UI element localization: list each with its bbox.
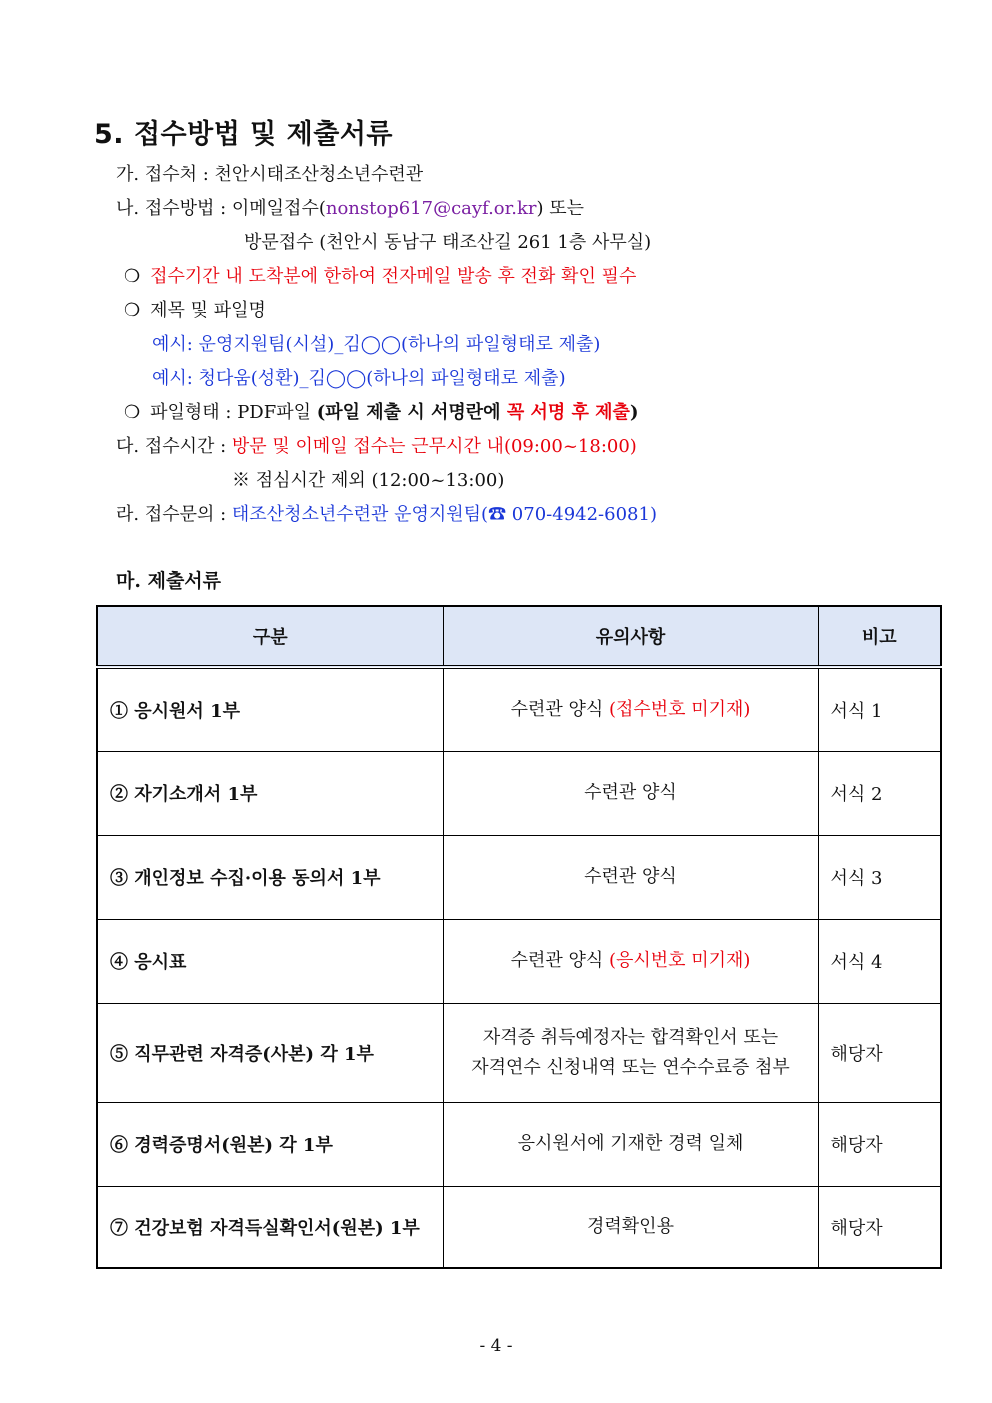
table-row bbox=[97, 1003, 941, 1102]
table-header-row bbox=[97, 606, 941, 667]
filename-example-1: 예시: 운영지원팀(시설)_김◯◯(하나의 파일형태로 제출) bbox=[152, 334, 601, 355]
doc-remark: 해당자 bbox=[818, 1003, 941, 1102]
documents-table bbox=[96, 605, 942, 1269]
reception-method-suffix: ) 또는 bbox=[536, 198, 585, 219]
doc-note bbox=[443, 1102, 818, 1186]
email-address-link[interactable]: nonstop617@cayf.or.kr bbox=[325, 198, 537, 219]
reception-time-value: 방문 및 이메일 접수는 근무시간 내(09:00~18:00) bbox=[231, 436, 637, 457]
doc-remark: 해당자 bbox=[818, 1186, 941, 1268]
bullet-title-filename bbox=[124, 296, 266, 322]
inquiry-label: 라. 접수문의 : bbox=[116, 504, 232, 525]
inquiry-contact: 태조산청소년수련관 운영지원팀(☎ 070-4942-6081) bbox=[231, 504, 657, 525]
doc-note-text: 응시원서에 기재한 경력 일체 bbox=[517, 1133, 744, 1154]
bullet-circle-icon: ❍ bbox=[124, 300, 141, 321]
table-row bbox=[97, 1186, 941, 1268]
bullet-file-format bbox=[124, 398, 638, 424]
doc-note bbox=[443, 1003, 818, 1102]
reception-method-label: 나. 접수방법 : 이메일접수( bbox=[116, 198, 326, 219]
reception-time-label: 다. 접수시간 : bbox=[116, 436, 232, 457]
deadline-notice: 접수기간 내 도착분에 한하여 전자메일 발송 후 전화 확인 필수 bbox=[150, 266, 637, 287]
doc-note-line-1: 자격증 취득예정자는 합격확인서 또는 bbox=[482, 1026, 779, 1048]
doc-note-warning: (접수번호 미기재) bbox=[608, 698, 751, 720]
table-row bbox=[97, 751, 941, 835]
documents-subheading: 마. 제출서류 bbox=[116, 570, 221, 592]
doc-note bbox=[443, 919, 818, 1003]
doc-item: ④ 응시표 bbox=[97, 919, 443, 1003]
file-format-label: 파일형태 : PDF파일 bbox=[150, 402, 317, 423]
doc-remark: 서식 3 bbox=[818, 835, 941, 919]
doc-note-text: 경력확인용 bbox=[587, 1215, 674, 1237]
file-format-note-close: ) bbox=[629, 402, 639, 423]
doc-note bbox=[443, 667, 818, 751]
visit-reception-line: 방문접수 (천안시 동남구 태조산길 261 1층 사무실) bbox=[244, 232, 652, 253]
doc-note-line-2: 자격연수 신청내역 또는 연수수료증 첨부 bbox=[471, 1056, 790, 1078]
reception-time-line bbox=[116, 432, 637, 458]
bullet-deadline bbox=[124, 262, 636, 288]
doc-note-warning: (응시번호 미기재) bbox=[608, 950, 751, 971]
page-number: - 4 - bbox=[479, 1336, 513, 1356]
header-remarks: 비고 bbox=[818, 606, 941, 667]
bullet-circle-icon: ❍ bbox=[124, 402, 141, 423]
doc-item: ③ 개인정보 수집·이용 동의서 1부 bbox=[97, 835, 443, 919]
table-row bbox=[97, 919, 941, 1003]
doc-remark: 해당자 bbox=[818, 1102, 941, 1186]
table-row bbox=[97, 667, 941, 751]
doc-item: ⑥ 경력증명서(원본) 각 1부 bbox=[97, 1102, 443, 1186]
table-row bbox=[97, 835, 941, 919]
table-row bbox=[97, 1102, 941, 1186]
lunch-break-note: ※ 점심시간 제외 (12:00~13:00) bbox=[232, 470, 505, 491]
file-format-note-open: (파일 제출 시 서명란에 bbox=[316, 402, 507, 423]
doc-remark: 서식 4 bbox=[818, 919, 941, 1003]
doc-note bbox=[443, 1186, 818, 1268]
doc-item: ⑦ 건강보험 자격득실확인서(원본) 1부 bbox=[97, 1186, 443, 1268]
header-category: 구분 bbox=[97, 606, 443, 667]
reception-place-line bbox=[116, 160, 423, 186]
doc-note bbox=[443, 751, 818, 835]
doc-note-text: 수련관 양식 bbox=[584, 782, 677, 803]
filename-example-2: 예시: 청다움(성환)_김◯◯(하나의 파일형태로 제출) bbox=[152, 368, 566, 389]
doc-item: ② 자기소개서 1부 bbox=[97, 751, 443, 835]
title-filename-label: 제목 및 파일명 bbox=[150, 300, 266, 321]
header-notes: 유의사항 bbox=[443, 606, 818, 667]
doc-note-text: 수련관 양식 bbox=[510, 950, 609, 971]
doc-note-text: 수련관 양식 bbox=[584, 866, 677, 887]
reception-place-label: 가. 접수처 : bbox=[116, 164, 215, 185]
doc-remark: 서식 2 bbox=[818, 751, 941, 835]
inquiry-line bbox=[116, 500, 657, 526]
bullet-circle-icon: ❍ bbox=[124, 266, 141, 287]
reception-method-line bbox=[116, 194, 584, 220]
file-format-sign-required: 꼭 서명 후 제출 bbox=[506, 402, 630, 423]
reception-place-value: 천안시태조산청소년수련관 bbox=[214, 164, 424, 185]
doc-note bbox=[443, 835, 818, 919]
doc-item: ① 응시원서 1부 bbox=[97, 667, 443, 751]
doc-item: ⑤ 직무관련 자격증(사본) 각 1부 bbox=[97, 1003, 443, 1102]
doc-note-text: 수련관 양식 bbox=[510, 698, 609, 720]
section-heading: 5. 접수방법 및 제출서류 bbox=[94, 119, 393, 150]
doc-remark: 서식 1 bbox=[818, 667, 941, 751]
